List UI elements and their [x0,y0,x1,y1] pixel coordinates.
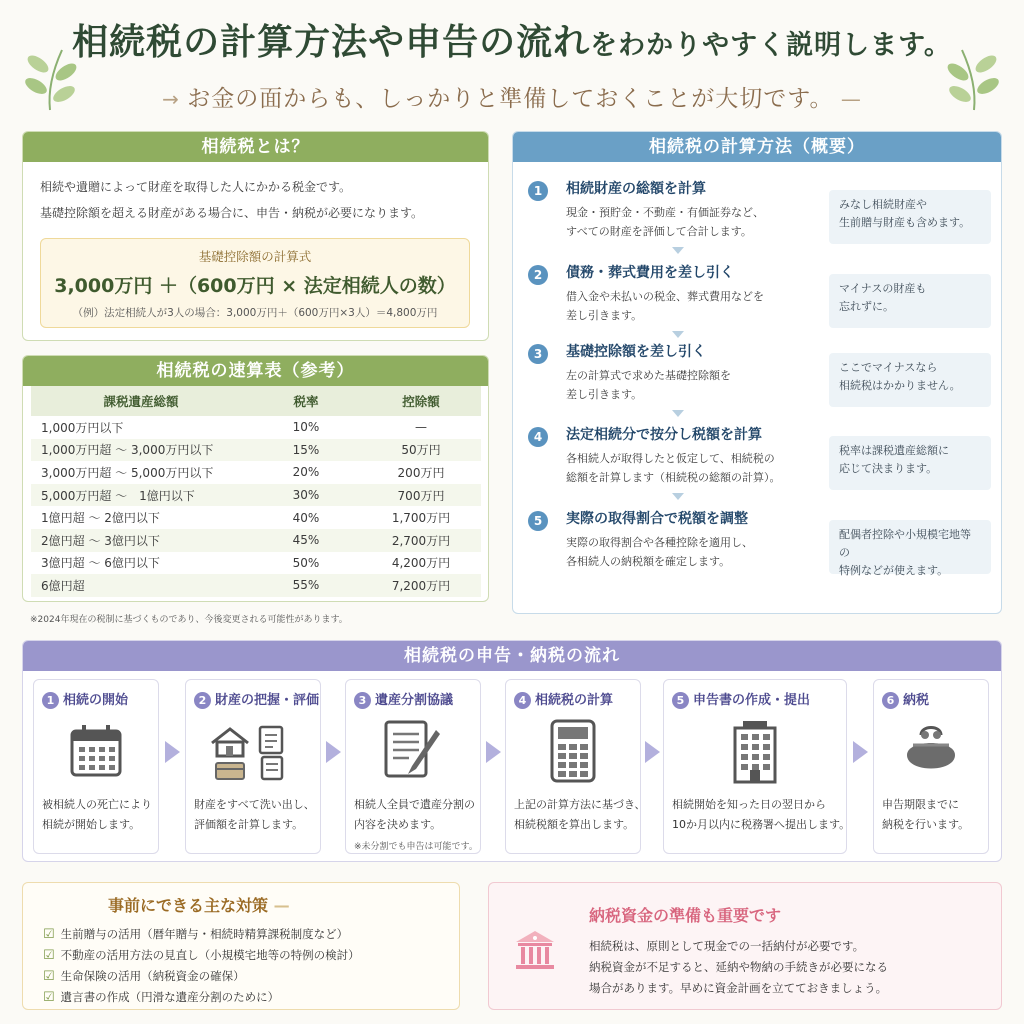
flow-arrow-icon [165,741,180,763]
funds-line-1: 相続税は、原則として現金での一括納付が必要です。 [589,939,865,953]
flow-step-desc-2: 相続が開始します。 [42,818,141,831]
formula-box [40,238,470,328]
down-arrow-icon [672,331,684,338]
cell-rate: 20% [292,465,320,480]
check-icon: ☑ [43,927,55,942]
step-note-line-2: 生前贈与財産も含めます。 [839,216,971,229]
flow-step-card [505,679,646,854]
cell-deduction: 4,200万円 [391,556,451,571]
page-subtitle [0,80,1024,113]
flow-step-number: 1 [42,692,59,709]
flow-arrow-icon [326,741,341,763]
funds-panel [488,882,1002,1010]
page-title [0,14,1024,65]
funds-heading: 納税資金の準備も重要です [589,906,782,925]
cell-deduction: 7,200万円 [361,574,481,597]
cell-rate: 45% [251,529,361,552]
step-note-line-2: 忘れずに。 [839,300,894,313]
cell-amount: 6億円超 [31,574,251,597]
measures-heading-text: 事前にできる主な対策 [108,896,269,915]
flow-step-number: 6 [882,692,899,709]
step-note-line-2: 特例などが使えます。 [839,564,949,577]
step-number: 3 [528,344,548,364]
cell-amount: 3億円超 ～ 6億円以下 [41,556,160,571]
measures-heading: 事前にできる主な対策 — [108,896,290,915]
list-item-text: 遺言書の作成（円滑な遺産分割のために） [60,990,280,1004]
flow-step-number: 5 [672,692,689,709]
flow-step-number: 2 [194,692,211,709]
flow-arrow-icon [645,741,660,763]
step-note [829,274,991,328]
calculator-icon [506,715,640,787]
cell-amount: 5,000万円超 ～ 1億円以下 [31,484,251,507]
step-desc-1: 現金・預貯金・不動産・有価証券など、 [566,206,764,219]
col-header-amount: 課税遺産総額 [31,386,251,416]
flow-step-title [354,689,480,709]
list-item-text: 生命保険の活用（納税資金の確保） [60,969,245,983]
flow-step-card [185,679,321,854]
flow-step-desc-1: 相続人全員で遺産分割の [354,798,475,811]
step-desc-1: 左の計算式で求めた基礎控除額を [566,369,731,382]
flow-step-desc-2: 納税を行います。 [882,818,970,831]
subtitle-text: お金の面からも、しっかりと準備しておくことが大切です。 [187,86,834,112]
check-icon: ☑ [43,948,55,963]
calendar-icon [34,715,158,787]
step-note [829,353,991,407]
flow-arrow-icon [853,741,868,763]
about-line-2: 基礎控除額を超える財産がある場合に、申告・納税が必要になります。 [40,206,424,220]
about-heading: 相続税とは？ [23,132,488,162]
step-title: 債務・葬式費用を差し引く [566,265,734,281]
title-main: 相続税の計算方法や申告の流れ [72,22,591,63]
step-title: 実際の取得割合で税額を調整 [566,511,748,527]
flow-step-desc [42,795,158,835]
step-note-line-1: 税率は課税遺産総額に [839,444,949,457]
flow-step-title-text: 相続の開始 [63,693,129,708]
step-desc-1: 借入金や未払いの税金、葬式費用などを [566,290,764,303]
flow-step-title-text: 納税 [903,693,930,708]
house-icon [186,715,320,787]
col-header-rate: 税率 [251,386,361,416]
step-desc-2: 差し引きます。 [566,388,643,401]
building-icon [664,715,846,787]
step-note-line-2: 応じて決まります。 [839,462,938,475]
step-title: 法定相続分で按分し税額を計算 [566,427,762,443]
flow-step-desc-1: 被相続人の死亡により [42,798,152,811]
flow-step-title [194,689,320,709]
table-row [31,574,481,597]
cell-deduction: 50万円 [361,439,481,462]
rate-table-heading: 相続税の速算表（参考） [23,356,488,386]
table-row [31,461,481,484]
flow-step-desc-2: 内容を決めます。 [354,818,442,831]
step-title: 相続財産の総額を計算 [566,181,706,197]
table-row [31,484,481,507]
flow-step-desc-2: 10か月以内に税務署へ提出します。 [672,818,851,831]
cell-deduction: 700万円 [361,484,481,507]
flow-step-desc [354,795,480,857]
table-row [31,529,481,552]
rate-table-footnote: ※2024年現在の税制に基づくものであり、今後変更される可能性があります。 [30,615,348,625]
list-item-text: 生前贈与の活用（暦年贈与・相続時精算課税制度など） [60,927,349,941]
title-small: をわかりやすく説明します。 [590,30,952,61]
table-row [31,416,481,439]
list-item [43,924,459,945]
cell-rate: 15% [251,439,361,462]
flow-step-desc-2: 評価額を計算します。 [194,818,304,831]
list-item [43,945,459,966]
down-arrow-icon [672,493,684,500]
calc-heading: 相続税の計算方法（概要） [513,132,1001,162]
step-title: 基礎控除額を差し引く [566,344,706,360]
down-arrow-icon [672,410,684,417]
flow-step-card [873,679,989,854]
flow-step-title [514,689,640,709]
purse-icon [874,715,988,787]
cell-rate: 55% [251,574,361,597]
flow-arrow-icon [486,741,501,763]
measures-panel [22,882,460,1010]
step-desc-2: すべての財産を評価して合計します。 [566,225,752,238]
flow-step-desc [514,795,646,835]
flow-step-desc-1: 上記の計算方法に基づき、 [514,798,646,811]
flow-step-title-text: 申告書の作成・提出 [693,693,811,708]
flow-step-title-text: 相続税の計算 [535,693,614,708]
cell-rate: 40% [292,510,320,525]
flow-step-desc [194,795,320,835]
flow-step-desc-1: 申告期限までに [882,798,959,811]
flow-step-note: ※未分割でも申告は可能です。 [354,842,478,852]
flow-step-number: 3 [354,692,371,709]
contract-pen-icon [346,715,480,787]
down-arrow-icon [672,247,684,254]
cell-amount: 3,000万円超 ～ 5,000万円以下 [41,465,214,480]
flow-step-desc [672,795,851,835]
step-note-line-1: ここでマイナスなら [839,361,938,374]
dash-icon: — [833,87,862,111]
cell-amount: 2億円超 ～ 3億円以下 [31,529,251,552]
formula-title: 基礎控除額の計算式 [198,249,312,264]
step-desc-1: 実際の取得割合や各種控除を適用し、 [566,536,753,549]
formula-text: 3,000万円 ＋（600万円 × 法定相続人の数） [54,275,456,297]
list-item-text: 不動産の活用方法の見直し（小規模宅地等の特例の検討） [60,948,360,962]
cell-rate: 30% [251,484,361,507]
step-note [829,436,991,490]
formula-example: （例）法定相続人が3人の場合：3,000万円＋（600万円×3人）＝4,800万円 [72,307,438,319]
step-note-line-1: 配偶者控除や小規模宅地等の [839,528,971,559]
step-desc-1: 各相続人が取得したと仮定して、相続税の [566,452,775,465]
list-item [43,966,459,987]
check-icon: ☑ [43,969,55,984]
step-desc-2: 各相続人の納税額を確定します。 [566,555,731,568]
cell-deduction: 2,700万円 [361,529,481,552]
flow-step-title [672,689,846,709]
funds-line-2: 納税資金が不足すると、延納や物納の手続きが必要になる [589,960,888,974]
flow-step-desc [882,795,988,835]
list-item [43,987,459,1008]
flow-heading: 相続税の申告・納税の流れ [23,641,1001,671]
step-number: 5 [528,511,548,531]
flow-step-title [42,689,158,709]
about-line-1: 相続や遺贈によって財産を取得した人にかかる税金です。 [40,180,352,194]
flow-step-title-text: 遺産分割協議 [375,693,454,708]
table-row [31,552,481,575]
cell-amount: 1,000万円超 ～ 3,000万円以下 [31,439,251,462]
funds-line-3: 場合があります。早めに資金計画を立てておきましょう。 [589,981,888,995]
step-number: 4 [528,427,548,447]
check-icon: ☑ [43,990,55,1005]
step-note [829,520,991,577]
cell-rate: 50% [292,555,320,570]
flow-step-card [345,679,481,854]
step-note-line-2: 相続税はかかりません。 [839,379,961,392]
arrow-icon: → [162,87,188,111]
cell-amount: 1,000万円以下 [41,420,124,435]
table-row [31,439,481,462]
step-desc-2: 総額を計算します（相続税の総額の計算）。 [566,471,781,484]
cell-deduction: 1,700万円 [391,511,451,526]
bank-icon [512,928,558,978]
flow-step-desc-1: 財産をすべて洗い出し、 [194,798,315,811]
table-row [31,506,481,529]
flow-step-title-text: 財産の把握・評価 [215,693,320,708]
cell-rate: 10% [292,420,320,435]
col-header-deduction: 控除額 [361,386,481,416]
cell-amount: 1億円超 ～ 2億円以下 [41,511,160,526]
step-note [829,190,991,244]
flow-step-desc-2: 相続税額を算出します。 [514,818,635,831]
rate-table [31,386,481,597]
cell-deduction: — [415,420,427,435]
table-header-row [31,386,481,416]
rate-table-panel [22,355,489,602]
step-desc-2: 差し引きます。 [566,309,643,322]
cell-deduction: 200万円 [397,465,445,480]
flow-step-desc-1: 相続開始を知った日の翌日から [672,798,826,811]
step-note-line-1: みなし相続財産や [839,198,927,211]
flow-step-title [882,689,988,709]
flow-step-card [33,679,159,854]
step-number: 2 [528,265,548,285]
step-number: 1 [528,181,548,201]
step-note-line-1: マイナスの財産も [839,282,927,295]
flow-step-number: 4 [514,692,531,709]
flow-step-card [663,679,851,854]
